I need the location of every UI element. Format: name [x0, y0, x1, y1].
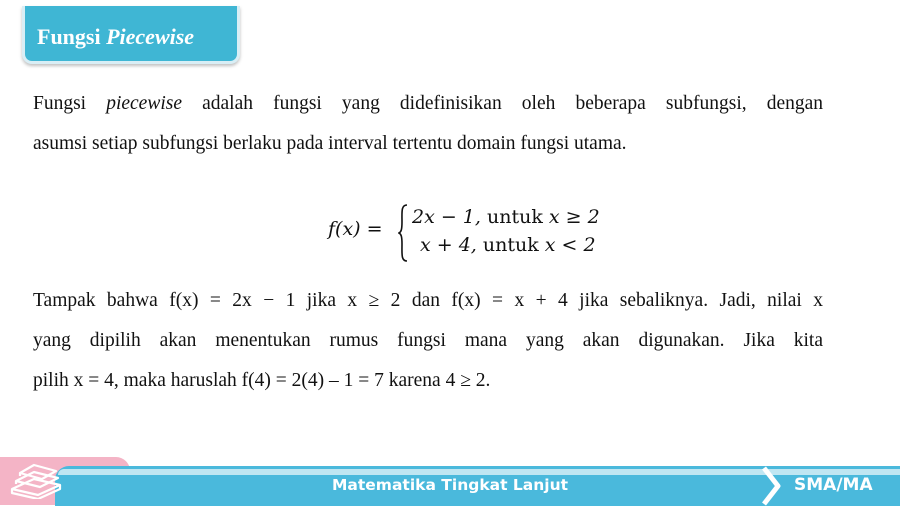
case-1-condition: x ≥ 2	[548, 206, 600, 228]
case-2-expression: x + 4,	[420, 234, 477, 256]
curly-brace	[398, 204, 408, 262]
slide-title-main: Fungsi	[37, 24, 101, 49]
explanation-line-1: Tampak bahwa f(x) = 2x − 1 jika x ≥ 2 dan f(x) = x + 4 jika sebaliknya. Jadi, nilai x	[33, 290, 823, 311]
case-2-word: untuk	[482, 234, 539, 256]
case-1-word: untuk	[486, 206, 543, 228]
formula-case-1	[412, 206, 600, 228]
intro-paragraph	[33, 84, 823, 164]
intro-line-2: asumsi setiap subfungsi berlaku pada interval tertentu domain fungsi utama.	[33, 133, 627, 154]
slide-title-italic: Piecewise	[106, 24, 195, 49]
explanation-paragraph	[33, 281, 823, 401]
formula-case-2	[420, 234, 596, 256]
footer-subject: Matematika Tingkat Lanjut	[332, 476, 569, 494]
slide-title	[37, 24, 194, 50]
explanation-line-2: yang dipilih akan menentukan rumus fungsi mana yang akan digunakan. Jika kita	[33, 330, 823, 351]
intro-line-1-rest: adalah fungsi yang didefinisikan oleh beberapa subfungsi, dengan	[202, 93, 824, 114]
formula-lhs: f(x) =	[328, 218, 383, 240]
case-2-condition: x < 2	[544, 234, 596, 256]
explanation-line-3: pilih x = 4, maka haruslah f(4) = 2(4) – 1 = 7 karena 4 ≥ 2.	[33, 370, 491, 391]
chevron-divider-icon	[760, 466, 786, 506]
intro-word: Fungsi	[33, 93, 87, 114]
intro-italic-word: piecewise	[106, 93, 183, 114]
book-stack-icon	[8, 459, 64, 499]
footer-level: SMA/MA	[794, 475, 873, 495]
intro-line-1	[33, 84, 823, 124]
case-1-expression: 2x − 1,	[412, 206, 481, 228]
title-tab	[22, 6, 240, 64]
footer-bar	[0, 456, 900, 506]
